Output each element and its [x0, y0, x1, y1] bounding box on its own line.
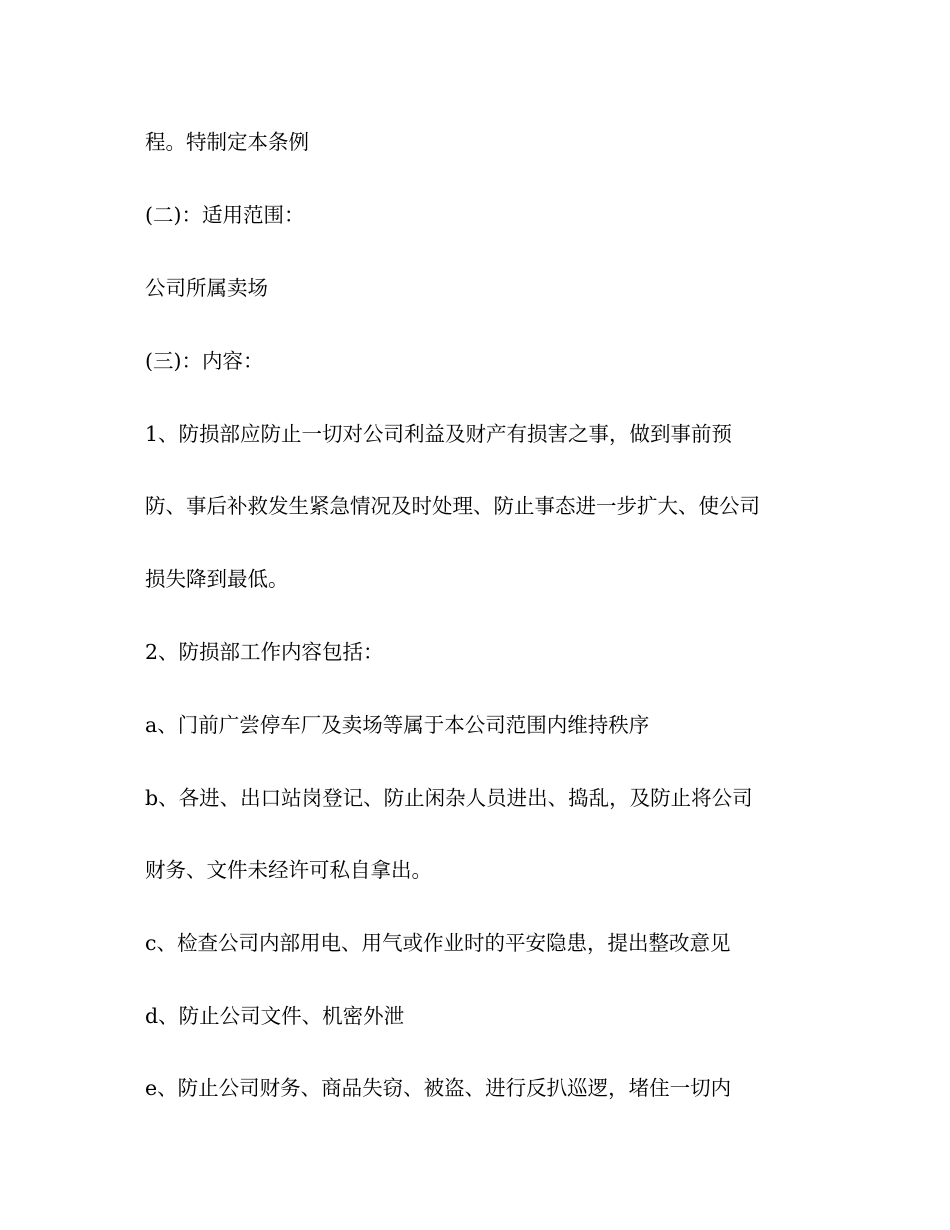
text-line: 程。特制定本条例 [145, 130, 309, 154]
text-line: 公司所属卖场 [145, 276, 268, 300]
list-item: b、各进、出口站岗登记、防止闲杂人员进出、捣乱，及防止将公司 [145, 786, 753, 810]
list-item: c、检查公司内部用电、用气或作业时的平安隐患，提出整改意见 [145, 931, 731, 955]
text-line: 1、防损部应防止一切对公司利益及财产有损害之事，做到事前预 [145, 422, 733, 446]
list-item: d、防止公司文件、机密外泄 [145, 1004, 405, 1028]
text-line: 损失降到最低。 [145, 567, 289, 591]
list-item: e、防止公司财务、商品失窃、被盗、进行反扒巡逻，堵住一切内 [145, 1076, 732, 1100]
text-line: 防、事后补救发生紧急情况及时处理、防止事态进一步扩大、使公司 [145, 494, 760, 518]
text-line: 财务、文件未经许可私自拿出。 [145, 858, 432, 882]
text-line: 2、防损部工作内容包括： [145, 640, 384, 664]
list-item: a、门前广尝停车厂及卖场等属于本公司范围内维持秩序 [145, 713, 650, 737]
section-heading-scope: (二)：适用范围： [145, 203, 305, 227]
section-heading-content: (三)：内容： [145, 349, 264, 373]
